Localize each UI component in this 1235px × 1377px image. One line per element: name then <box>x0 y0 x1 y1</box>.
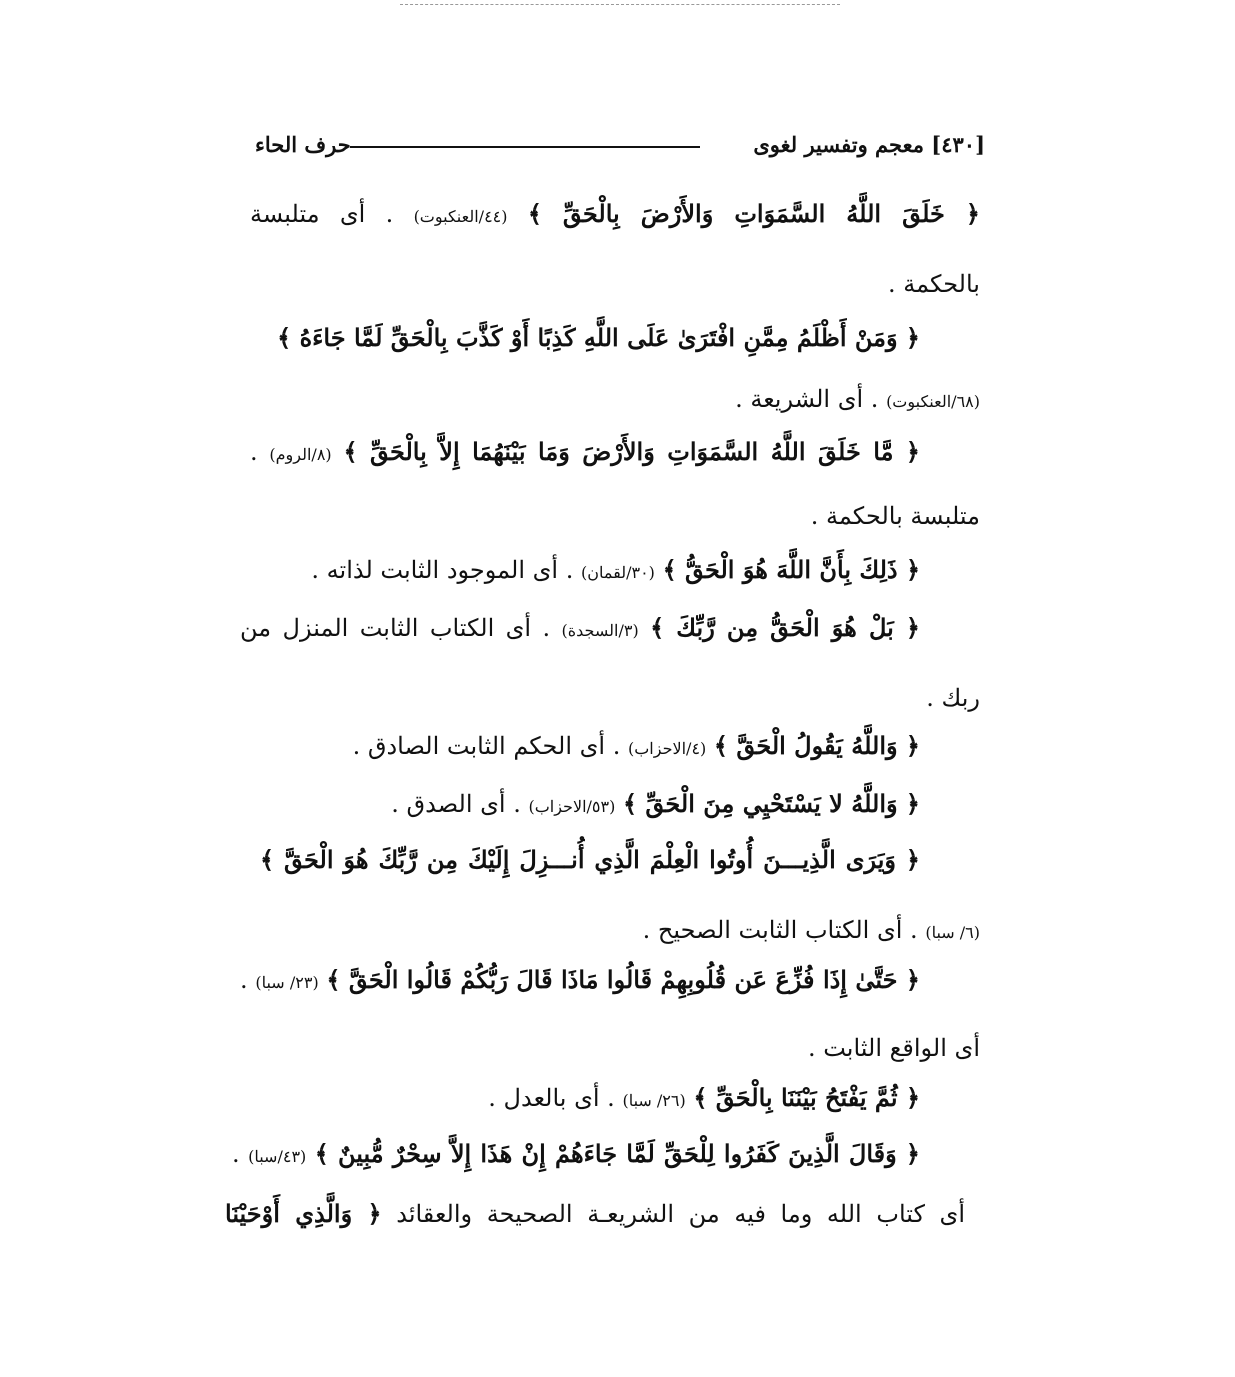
commentary-text: . أى الكتاب الثابت الصحيح . <box>642 916 918 944</box>
verse-reference: (٢٦/ سبا) <box>622 1091 686 1110</box>
text-line <box>250 1080 920 1120</box>
text-line <box>250 320 920 360</box>
verse-reference: (٨/الروم) <box>269 445 332 464</box>
text-line <box>250 1030 980 1070</box>
commentary-text: . أى الصدق . <box>391 790 521 818</box>
header-book-title: [٤٣٠] معجم وتفسير لغوى <box>753 132 985 157</box>
text-line <box>225 1196 965 1236</box>
verse-reference: (٥٣/الاحزاب) <box>528 797 616 816</box>
text-line <box>232 1136 920 1176</box>
verse-reference: (٣٠/لقمان) <box>581 563 655 582</box>
scan-top-edge <box>400 4 840 5</box>
commentary-text: . أى بالعدل . <box>488 1084 615 1112</box>
text-line <box>250 498 980 538</box>
commentary-text: متلبسة بالحكمة . <box>810 502 980 530</box>
verse-reference: (٤٣/سبا) <box>248 1147 307 1166</box>
text-line <box>250 912 980 952</box>
text-line <box>250 196 980 236</box>
running-header <box>255 132 985 162</box>
quran-verse: ﴿ خَلَقَ اللَّهُ السَّمَوَاتِ وَالأَرْضَ بِالْحَقِّ ﴾ <box>527 199 980 228</box>
quran-verse: ﴿ وَمَنْ أَظْلَمُ مِمَّنِ افْتَرَىٰ عَلَى اللَّهِ كَذِبًا أَوْ كَذَّبَ بِالْحَقِّ لَمَّا جَاءَهُ ﴾ <box>277 323 920 352</box>
commentary-text: . أى الحكم الثابت الصادق . <box>352 732 621 760</box>
text-line <box>260 842 920 882</box>
text-line <box>240 962 920 1002</box>
quran-verse: ﴿ وَيَرَى الَّذِيـــنَ أُوتُوا الْعِلْمَ الَّذِي أُنـــزِلَ إِلَيْكَ مِن رَّبِّكَ هُوَ الْحَقَّ ﴾ <box>260 845 920 874</box>
verse-reference: (٦٨/العنكبوت) <box>886 392 980 411</box>
text-line <box>250 728 920 768</box>
quran-verse: ﴿ وَالَّذِي أَوْحَيْنَا <box>225 1199 382 1228</box>
verse-reference: (٦/ سبا) <box>925 923 980 942</box>
commentary-text: . أى الكتاب الثابت المنزل من <box>240 614 551 642</box>
quran-verse: ﴿ وَاللَّهُ لا يَسْتَحْيِي مِنَ الْحَقِّ ﴾ <box>622 789 920 818</box>
quran-verse: ﴿ حَتَّىٰ إِذَا فُزِّعَ عَن قُلُوبِهِمْ قَالُوا مَاذَا قَالَ رَبُّكُمْ قَالُوا الْحَقَّ ﴾ <box>326 965 920 994</box>
quran-verse: ﴿ ثُمَّ يَفْتَحُ بَيْنَنَا بِالْحَقِّ ﴾ <box>693 1083 920 1112</box>
text-line <box>250 434 920 474</box>
commentary-text: . <box>250 438 258 466</box>
text-line <box>250 552 920 592</box>
header-rule <box>350 146 700 148</box>
quran-verse: ﴿ مَّا خَلَقَ اللَّهُ السَّمَوَاتِ وَالأَرْضَ وَمَا بَيْنَهُمَا إِلاَّ بِالْحَقِّ ﴾ <box>343 437 920 466</box>
verse-reference: (٤٤/العنكبوت) <box>413 207 508 226</box>
commentary-text: . أى الموجود الثابت لذاته . <box>311 556 574 584</box>
quran-verse: ﴿ بَلْ هُوَ الْحَقُّ مِن رَّبِّكَ ﴾ <box>650 613 920 642</box>
commentary-text: ربك . <box>926 684 980 712</box>
quran-verse: ﴿ وَاللَّهُ يَقُولُ الْحَقَّ ﴾ <box>713 731 920 760</box>
commentary-text: أى كتاب الله وما فيه من الشريعـة الصحيحة والعقائد <box>396 1200 965 1228</box>
text-line <box>240 610 920 650</box>
text-line <box>250 266 980 306</box>
commentary-text: . أى الشريعة . <box>735 385 879 413</box>
text-line <box>250 786 920 826</box>
header-chapter-title: حرف الحاء <box>255 132 351 157</box>
verse-reference: (٤/الاحزاب) <box>628 739 707 758</box>
commentary-text: . <box>232 1140 240 1168</box>
commentary-text: . أى متلبسة <box>250 200 394 228</box>
verse-reference: (٢٣/ سبا) <box>255 973 319 992</box>
quran-verse: ﴿ وَقَالَ الَّذِينَ كَفَرُوا لِلْحَقِّ لَمَّا جَاءَهُمْ إِنْ هَذَا إِلاَّ سِحْرٌ مُّبِينٌ ﴾ <box>314 1139 920 1168</box>
commentary-text: أى الواقع الثابت . <box>807 1034 980 1062</box>
verse-reference: (٣/السجدة) <box>561 621 639 640</box>
commentary-text: . <box>240 966 248 994</box>
quran-verse: ﴿ ذَلِكَ بِأَنَّ اللَّهَ هُوَ الْحَقُّ ﴾ <box>662 555 920 584</box>
text-line <box>250 381 980 421</box>
commentary-text: بالحكمة . <box>887 270 980 298</box>
text-line <box>250 680 980 720</box>
